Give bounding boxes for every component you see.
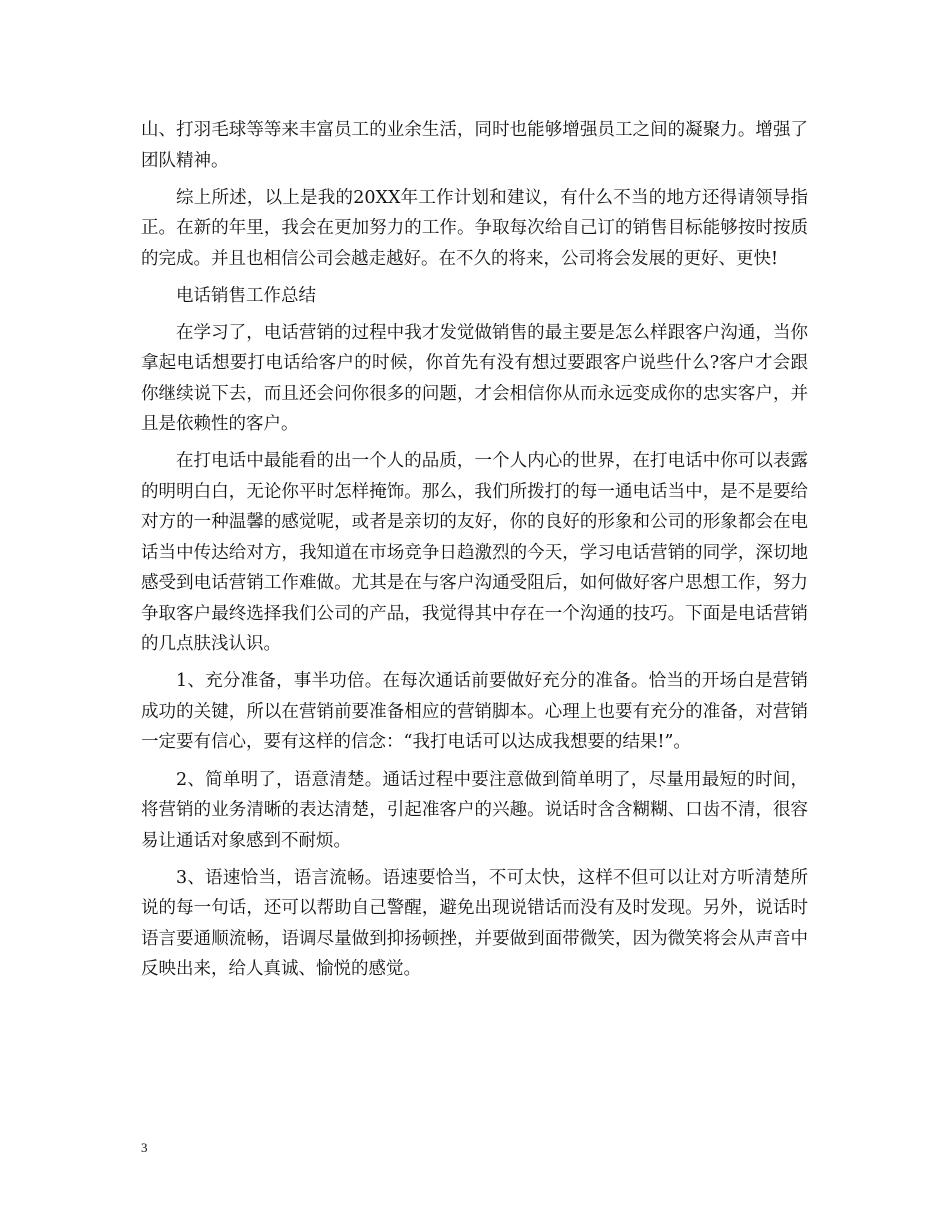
page-body xyxy=(141,115,808,991)
paragraph-point-3: 3、语速恰当，语言流畅。语速要恰当，不可太快，这样不但可以让对方听清楚所说的每一句话，还可以帮助自己警醒，避免出现说错话而没有及时发现。另外，说话时语言要通顺流畅，语调尽量做到抑扬顿挫，并要做到面带微笑，因为微笑将会从声音中反映出来，给人真诚、愉悦的感觉。 xyxy=(141,867,808,980)
paragraph-point-1: 1、充分准备，事半功倍。在每次通话前要做好充分的准备。恰当的开场白是营销成功的关键，所以在营销前要准备相应的营销脚本。心理上也要有充分的准备，对营销一定要有信心，要有这样的信念：“我打电话可以达成我想要的结果!”。 xyxy=(141,671,808,753)
page-number: 3 xyxy=(141,1140,148,1155)
paragraph-continued: 山、打羽毛球等等来丰富员工的业余生活，同时也能够增强员工之间的凝聚力。增强了团队精神。 xyxy=(141,120,808,171)
paragraph-intro: 在学习了，电话营销的过程中我才发觉做销售的最主要是怎么样跟客户沟通，当你拿起电话想要打电话给客户的时候，你首先有没有想过要跟客户说些什么?客户才会跟你继续说下去，而且还会问你很多的问题，才会相信你从而永远变成你的忠实客户，并且是依赖性的客户。 xyxy=(141,322,808,435)
paragraph-phone-quality: 在打电话中最能看的出一个人的品质，一个人内心的世界，在打电话中你可以表露的明明白白，无论你平时怎样掩饰。那么，我们所拨打的每一通电话当中，是不是要给对方的一种温馨的感觉呢，或者是亲切的友好，你的良好的形象和公司的形象都会在电话当中传达给对方，我知道在市场竞争日趋激烈的今天，学习电话营销的同学，深切地感受到电话营销工作难做。尤其是在与客户沟通受阻后，如何做好客户思想工作，努力争取客户最终选择我们公司的产品，我觉得其中存在一个沟通的技巧。下面是电话营销的几点肤浅认识。 xyxy=(141,451,808,655)
paragraph-point-2: 2、简单明了，语意清楚。通话过程中要注意做到简单明了，尽量用最短的时间，将营销的业务清晰的表达清楚，引起准客户的兴趣。说话时含含糊糊、口齿不清，很容易让通话对象感到不耐烦。 xyxy=(141,769,808,851)
section-heading: 电话销售工作总结 xyxy=(176,285,316,306)
paragraph-summary: 综上所述，以上是我的20XX年工作计划和建议，有什么不当的地方还得请领导指正。在新的年里，我会在更加努力的工作。争取每次给自己订的销售目标能够按时按质的完成。并且也相信公司会越走越好。在不久的将来，公司将会发展的更好、更快! xyxy=(141,187,808,269)
